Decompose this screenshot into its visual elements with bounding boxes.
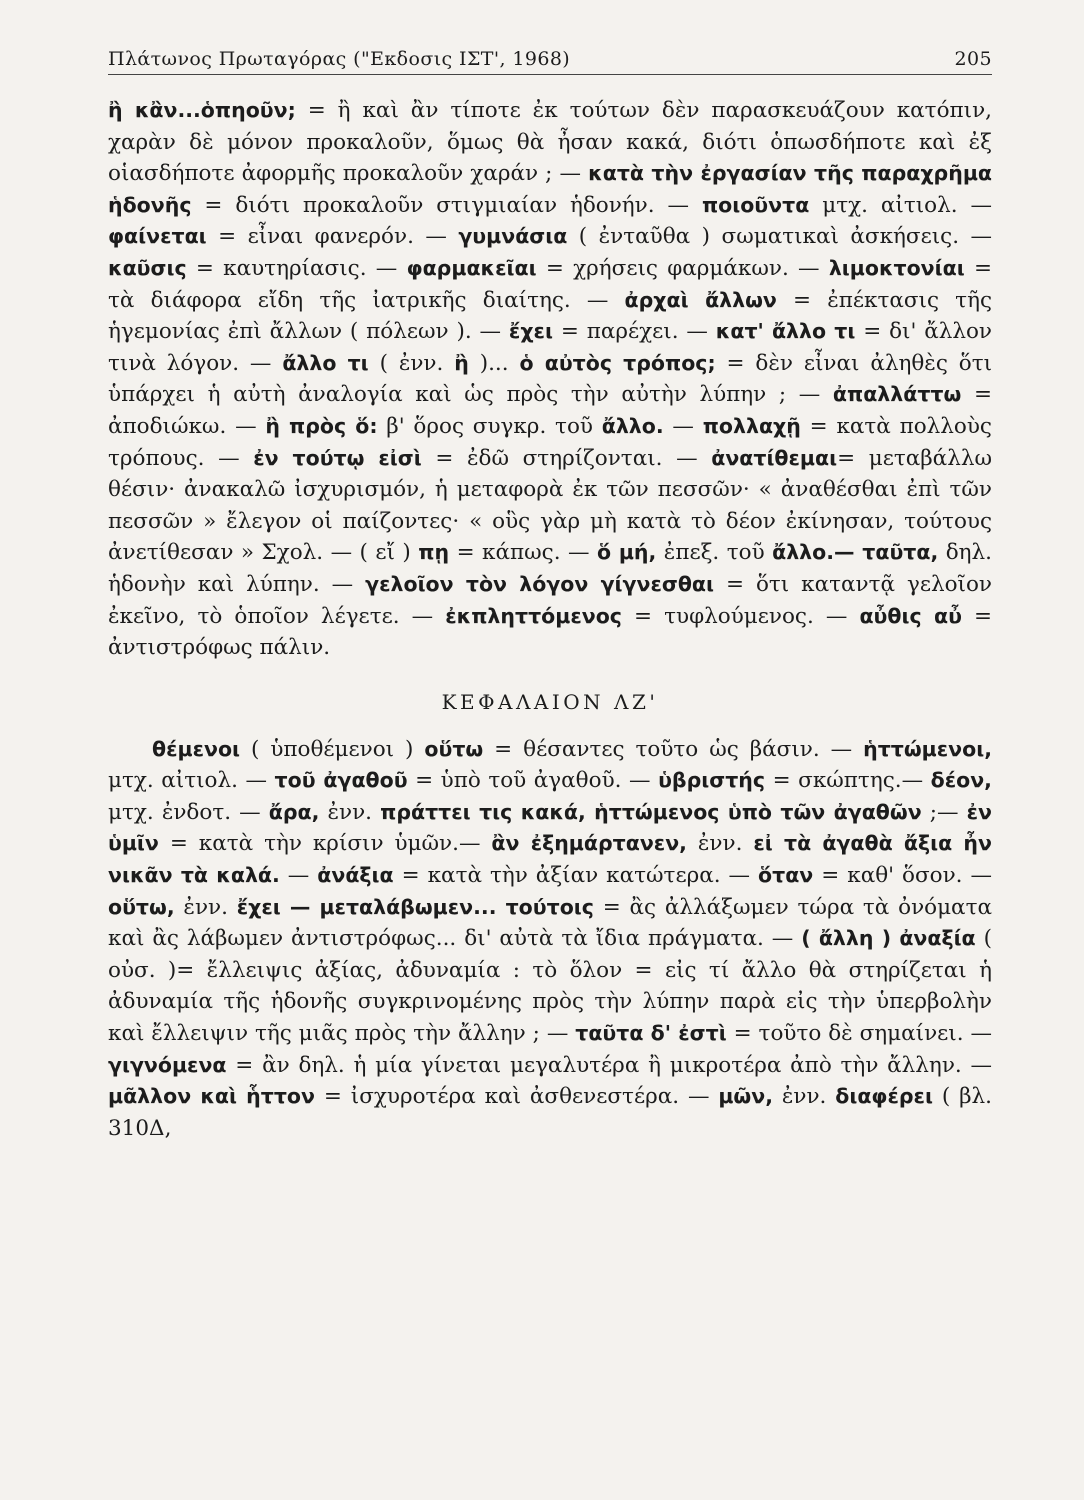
lemma-term: πράττει τις κακά, ἡττώμενος ὑπὸ τῶν ἀγαθῶν <box>380 799 922 824</box>
lemma-term: εἰ τὰ ἀγαθὰ ἄξια ἦν νικᾶν τὰ καλά. <box>108 831 992 888</box>
lemma-term: κατ' ἄλλο τι <box>715 319 856 344</box>
lemma-term: φαρμακεῖαι <box>406 255 537 280</box>
gloss-text: = ἀποδιώκω. — <box>108 382 992 439</box>
gloss-text: = παρέχει. — <box>552 319 716 345</box>
lemma-term: μᾶλλον καὶ ἧττον <box>108 1084 315 1109</box>
gloss-text: μτχ. ἐνδοτ. — <box>108 799 269 825</box>
gloss-text: = ἂν δηλ. ἡ μία γίνεται μεγαλυτέρα ἢ μικροτέρα ἀπὸ τὴν ἄλλην. — <box>226 1052 992 1078</box>
lemma-term: θέμενοι <box>152 736 241 761</box>
gloss-text: ( ἐνταῦθα ) σωματικαὶ ἀσκήσεις. — <box>567 224 992 250</box>
gloss-text: = ἢ καὶ ἂν τίποτε ἐκ τούτων δὲν παρασκευάζουν κατόπιν, χαρὰν δὲ μόνον προκαλοῦν, ὅμως θὰ ἦσαν κακά, διότι ὁπωσδήποτε καὶ ἐξ οἱασδήποτε ἀφορμῆς προκαλοῦν χαράν ; — <box>108 98 992 187</box>
gloss-text: — <box>279 863 318 889</box>
gloss-text: μτχ. αἰτιολ. — <box>809 192 992 218</box>
lemma-term: ὑβριστής <box>658 768 766 793</box>
lemma-term: ἂν ἐξημάρτανεν, <box>491 831 687 856</box>
lemma-term: κατὰ τὴν ἐργασίαν τῆς παραχρῆμα ἡδονῆς <box>108 161 992 217</box>
chapter-heading: ΚΕΦΑΛΑΙΟΝ ΛΖ' <box>441 689 659 714</box>
gloss-text: ἐνν. <box>174 894 237 920</box>
gloss-text: = τοῦτο δὲ σημαίνει. — <box>726 1021 992 1047</box>
lemma-term: πῃ <box>418 540 450 565</box>
lemma-term: ποιοῦντα <box>701 192 810 217</box>
gloss-text: = διότι προκαλοῦν στιγμιαίαν ἡδονήν. — <box>191 192 702 218</box>
lemma-term: οὕτω <box>424 736 484 761</box>
gloss-text: = χρήσεις φαρμάκων. — <box>536 255 829 281</box>
gloss-text: ( ὑποθέμενοι ) <box>240 736 425 762</box>
lemma-term: ἡττώμενοι, <box>863 736 992 761</box>
gloss-text: δηλ. ἡδονὴν καὶ λύπην. — <box>108 540 993 597</box>
lemma-term: ἀπαλλάττω <box>832 382 962 407</box>
gloss-text: ἐνν. <box>686 831 754 857</box>
gloss-text: = θέσαντες τοῦτο ὡς βάσιν. — <box>483 736 864 762</box>
lemma-term: ἀνάξια <box>317 863 394 888</box>
gloss-text: = δὲν εἶναι ἀληθὲς ὅτι ὑπάρχει ἡ αὐτὴ ἀναλογία καὶ ὡς πρὸς τὴν αὐτὴν λύπην ; — <box>108 350 993 408</box>
lemma-term: ἐκπληττόμενος <box>445 603 622 628</box>
lemma-term: ἄλλο.— ταῦτα, <box>772 540 939 565</box>
gloss-text: ( ἐνν. <box>368 350 455 376</box>
lemma-term: γιγνόμενα <box>108 1052 227 1077</box>
gloss-text: = καθ' ὅσον. — <box>813 863 993 889</box>
lemma-term: ἢ κἂν...ὁπηοῦν; <box>108 98 296 122</box>
gloss-text: = τὰ διάφορα εἴδη τῆς ἰατρικῆς διαίτης. — <box>108 255 992 313</box>
commentary-paragraph-1 <box>108 95 992 664</box>
lemma-term: ἐν ὑμῖν <box>108 799 992 856</box>
lemma-term: ἐν τούτῳ εἰσὶ <box>253 445 422 470</box>
lemma-term: ἄλλο. <box>601 413 664 438</box>
gloss-text: = κατὰ τὴν ἀξίαν κατώτερα. — <box>393 863 759 889</box>
gloss-text: μτχ. αἰτιολ. — <box>108 768 275 794</box>
lemma-term: ἀνατίθεμαι <box>711 445 838 470</box>
lemma-term: μῶν, <box>718 1084 773 1109</box>
lemma-term: ( ἄλλη ) ἀναξία <box>801 926 976 951</box>
gloss-text: — <box>663 413 703 439</box>
gloss-text: = κατὰ πολλοὺς τρόπους. — <box>108 413 992 471</box>
page-number: 205 <box>954 48 992 70</box>
gloss-text: = ἂς ἀλλάξωμεν τώρα τὰ ὀνόματα καὶ ἂς λάβωμεν ἀντιστρόφως... δι' αὐτὰ τὰ ἴδια πράγματα. — <box>108 894 992 952</box>
gloss-text: = ἀντιστρόφως πάλιν. <box>108 603 993 661</box>
lemma-term: ὅ μή, <box>596 540 657 565</box>
lemma-term: διαφέρει <box>835 1084 933 1109</box>
lemma-term: ἄλλο τι <box>282 350 369 375</box>
lemma-term: ἔχει — μεταλάβωμεν... τούτοις <box>236 894 594 919</box>
gloss-text: ἐνν. <box>319 799 381 825</box>
lemma-term: καῦσις <box>108 255 187 280</box>
lemma-term: ὁ αὐτὸς τρόπος; <box>519 350 716 375</box>
gloss-text: ( οὐσ. )= ἔλλειψις ἀξίας, ἀδυναμία : τὸ ὅλον = εἰς τί ἄλλο θὰ στηρίζεται ἡ ἀδυναμία τῆς ἡδονῆς συγκρινομένης πρὸς τὴν λύπην παρὰ εἰς τὴν ὑπερβολὴν καὶ ἔλλειψιν τῆς μιᾶς πρὸς τὴν ἄλλην ; — <box>108 926 992 1047</box>
lemma-term: ἄρα, <box>268 799 320 824</box>
running-head <box>108 48 992 75</box>
gloss-text: = καυτηρίασις. — <box>186 255 407 281</box>
gloss-text: ἐνν. <box>773 1084 836 1110</box>
commentary-paragraph-2 <box>108 734 992 1145</box>
lemma-term: ταῦτα δ' ἐστὶ <box>575 1021 727 1046</box>
gloss-text: = ὅτι καταντᾷ γελοῖον ἐκεῖνο, τὸ ὁποῖον λέγετε. — <box>108 571 992 629</box>
gloss-text: = κάπως. — <box>449 540 597 566</box>
gloss-text: = ἐπέκτασις τῆς ἡγεμονίας ἐπὶ ἄλλων ( πόλεων ). — <box>108 287 992 345</box>
lemma-term: γελοῖον τὸν λόγον γίγνεσθαι <box>365 571 715 596</box>
gloss-text: ἐπεξ. τοῦ <box>656 540 773 566</box>
lemma-term: ὅταν <box>758 863 814 888</box>
gloss-text: )... <box>468 350 520 376</box>
gloss-text: = ὑπὸ τοῦ ἀγαθοῦ. — <box>407 768 659 794</box>
lemma-term: τοῦ ἀγαθοῦ <box>274 768 408 793</box>
gloss-text: = σκώπτης.— <box>765 768 931 794</box>
lemma-term: αὖθις αὖ <box>859 603 962 628</box>
gloss-text: ( βλ. 310Δ, <box>108 1084 993 1141</box>
gloss-text: = ἰσχυροτέρα καὶ ἀσθενεστέρα. — <box>314 1084 719 1110</box>
lemma-term: γυμνάσια <box>458 224 568 249</box>
lemma-term: λιμοκτονίαι <box>828 255 965 280</box>
lemma-term: ἔχει <box>508 319 553 344</box>
gloss-text: = εἶναι φανερόν. — <box>206 224 459 250</box>
gloss-text: = δι' ἄλλον τινὰ λόγον. — <box>108 319 993 376</box>
lemma-term: ἀρχαὶ ἄλλων <box>624 287 777 312</box>
lemma-term: ἢ <box>454 350 469 375</box>
lemma-term: φαίνεται <box>108 224 207 249</box>
gloss-text: β' ὅρος συγκρ. τοῦ <box>377 413 602 439</box>
gloss-text: = μεταβάλλω θέσιν· ἀνακαλῶ ἰσχυρισμόν, ἡ μεταφορὰ ἐκ τῶν πεσσῶν· « ἀναθέσθαι ἐπὶ τῶν πεσσῶν » ἔλεγον οἱ παίζοντες· « οὓς γὰρ μὴ κατὰ τὸ δέον ἐκίνησαν, τούτους ἀνετίθεσαν » Σχολ. — ( εἴ ) <box>108 445 992 566</box>
gloss-text: = τυφλούμενος. — <box>621 603 860 629</box>
lemma-term: δέον, <box>930 768 992 793</box>
gloss-text: = ἐδῶ στηρίζονται. — <box>421 445 712 471</box>
gloss-text: ;— <box>921 799 967 825</box>
gloss-text: = κατὰ τὴν κρίσιν ὑμῶν.— <box>158 831 492 857</box>
running-title: Πλάτωνος Πρωταγόρας ("Εκδοσις ΙΣΤ', 1968) <box>108 48 571 70</box>
lemma-term: πολλαχῇ <box>702 413 801 438</box>
lemma-term: ἢ πρὸς ὅ: <box>265 413 378 438</box>
lemma-term: οὕτω, <box>108 894 175 919</box>
